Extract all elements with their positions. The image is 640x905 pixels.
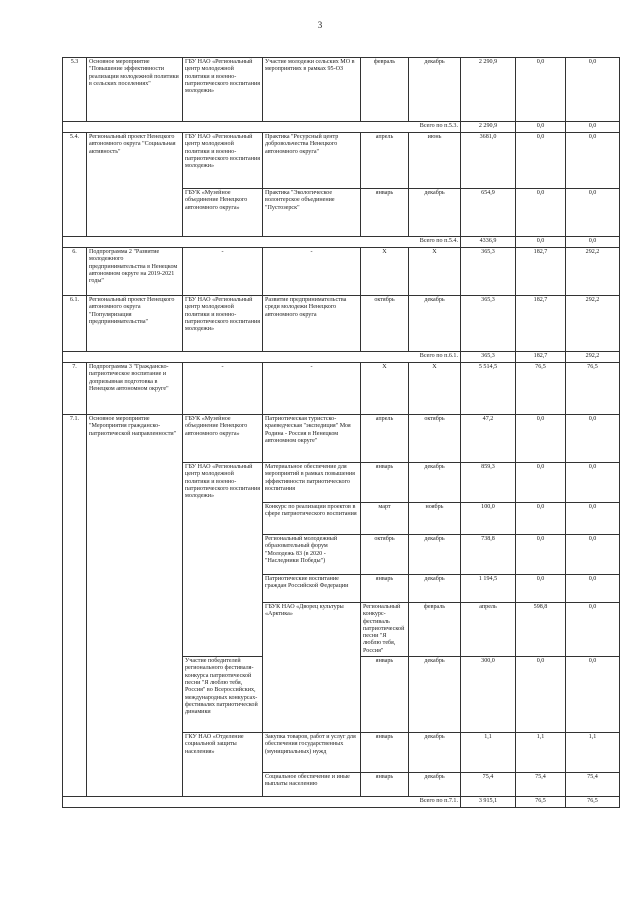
table-row: [63, 363, 620, 415]
executor-cell: -: [183, 363, 263, 415]
start-cell: январь: [361, 575, 409, 603]
value-cell: 75,4: [461, 773, 516, 797]
value-cell: 292,2: [566, 296, 620, 352]
end-cell: октябрь: [409, 415, 461, 463]
end-cell: декабрь: [409, 575, 461, 603]
total-label: Всего по п.6.1.: [63, 352, 461, 363]
value-cell: 1,1: [516, 733, 566, 773]
total-row: [63, 797, 620, 808]
start-cell: X: [361, 248, 409, 296]
value-cell: 0,0: [516, 415, 566, 463]
value-cell: 76,5: [566, 363, 620, 415]
value-cell: 2 290,9: [461, 122, 516, 133]
value-cell: 0,0: [516, 463, 566, 503]
value-cell: 0,0: [566, 133, 620, 189]
executor-cell: ГБУК НАО «Дворец культуры «Арктика»: [263, 603, 361, 733]
table-row: [63, 58, 620, 122]
value-cell: 182,7: [516, 352, 566, 363]
value-cell: 300,0: [461, 657, 516, 733]
value-cell: 365,3: [461, 296, 516, 352]
page-number: 3: [317, 20, 323, 30]
row-number: 6.1.: [63, 296, 87, 352]
executor-cell: ГБУ НАО «Региональный центр молодежной политики и военно-патриотического воспитания молодежи»: [183, 463, 263, 657]
table-row: [63, 296, 620, 352]
value-cell: 0,0: [516, 58, 566, 122]
value-cell: 365,3: [461, 352, 516, 363]
value-cell: 0,0: [566, 58, 620, 122]
event-cell: Региональный проект Ненецкого автономного округа "Популяризация предпринимательства": [87, 296, 183, 352]
end-cell: декабрь: [409, 535, 461, 575]
end-cell: апрель: [461, 603, 516, 657]
value-cell: 0,0: [516, 122, 566, 133]
value-cell: 0,0: [566, 189, 620, 237]
value-cell: 0,0: [516, 535, 566, 575]
executor-cell: ГБУК «Музейное объединение Ненецкого автономного округа»: [183, 189, 263, 237]
value-cell: 76,5: [516, 363, 566, 415]
value-cell: 3681,0: [461, 133, 516, 189]
total-row: [63, 122, 620, 133]
result-cell: Участие молодежи сельских МО в мероприятиях в рамках 95-ОЗ: [263, 58, 361, 122]
value-cell: 0,0: [566, 575, 620, 603]
value-cell: 76,5: [516, 797, 566, 808]
event-cell: Основное мероприятие "Мероприятия гражданско-патриотической направленности": [87, 415, 183, 797]
value-cell: 1,1: [461, 733, 516, 773]
end-cell: декабрь: [409, 189, 461, 237]
value-cell: 0,0: [516, 657, 566, 733]
executor-cell: ГБУ НАО «Региональный центр молодежной политики и военно-патриотического воспитания молодежи»: [183, 296, 263, 352]
value-cell: 0,0: [566, 657, 620, 733]
result-cell: Региональный конкурс-фестиваль патриотической песни "Я люблю тебя, Россия": [361, 603, 409, 657]
row-number: 7.: [63, 363, 87, 415]
value-cell: 5 514,5: [461, 363, 516, 415]
result-cell: Социальное обеспечение и иные выплаты населению: [263, 773, 361, 797]
value-cell: 182,7: [516, 248, 566, 296]
table-row: [63, 415, 620, 463]
value-cell: 365,3: [461, 248, 516, 296]
result-cell: Конкурс по реализации проектов в сфере патриотического воспитания: [263, 503, 361, 535]
value-cell: 0,0: [566, 415, 620, 463]
result-cell: Практика "Ресурсный центр добровольчества Ненецкого автономного округа": [263, 133, 361, 189]
value-cell: 0,0: [566, 237, 620, 248]
program-table: [62, 57, 620, 808]
value-cell: 0,0: [566, 463, 620, 503]
result-cell: -: [263, 363, 361, 415]
value-cell: 76,5: [566, 797, 620, 808]
value-cell: 0,0: [566, 603, 620, 657]
total-row: [63, 237, 620, 248]
end-cell: декабрь: [409, 773, 461, 797]
start-cell: апрель: [361, 415, 409, 463]
value-cell: 0,0: [566, 122, 620, 133]
value-cell: 100,0: [461, 503, 516, 535]
start-cell: X: [361, 363, 409, 415]
start-cell: февраль: [409, 603, 461, 657]
end-cell: декабрь: [409, 463, 461, 503]
end-cell: декабрь: [409, 733, 461, 773]
result-cell: -: [263, 248, 361, 296]
value-cell: 182,7: [516, 296, 566, 352]
value-cell: 0,0: [566, 503, 620, 535]
value-cell: 75,4: [566, 773, 620, 797]
total-label: Всего по п.5.4.: [63, 237, 461, 248]
event-cell: Основное мероприятие "Повышение эффективности реализации молодежной политики в сельских поселениях": [87, 58, 183, 122]
start-cell: март: [361, 503, 409, 535]
value-cell: 1 194,5: [461, 575, 516, 603]
value-cell: 292,2: [566, 248, 620, 296]
row-number: 5.3: [63, 58, 87, 122]
value-cell: 0,0: [516, 189, 566, 237]
table-row: [63, 133, 620, 189]
start-cell: октябрь: [361, 296, 409, 352]
value-cell: 292,2: [566, 352, 620, 363]
event-cell: Подпрограмма 2 "Развитие молодежного предпринимательства в Ненецком автономном округе на 2019-2021 годы": [87, 248, 183, 296]
start-cell: январь: [361, 773, 409, 797]
table-row: [63, 248, 620, 296]
event-cell: Подпрограмма 3 "Гражданско-патриотическое воспитание и допризывная подготовка в Ненецком автономном округе": [87, 363, 183, 415]
start-cell: февраль: [361, 58, 409, 122]
start-cell: январь: [361, 463, 409, 503]
value-cell: 654,9: [461, 189, 516, 237]
event-cell: Региональный проект Ненецкого автономного округа "Социальная активность": [87, 133, 183, 237]
value-cell: 0,0: [516, 503, 566, 535]
result-cell: Участие победителей регионального фестиваля-конкурса патриотической песни "Я люблю тебя, Россия" во Всероссийских, международных конкурсах-фестивалях патриотической динамики: [183, 657, 263, 733]
result-cell: Материальное обеспечение для мероприятий в рамках повышения эффективности патриотического воспитания: [263, 463, 361, 503]
result-cell: Практика "Экологическое волонтерское объединение "Пустозерск": [263, 189, 361, 237]
start-cell: октябрь: [361, 535, 409, 575]
end-cell: X: [409, 363, 461, 415]
end-cell: ноябрь: [409, 503, 461, 535]
start-cell: январь: [361, 657, 409, 733]
total-row: [63, 352, 620, 363]
end-cell: декабрь: [409, 296, 461, 352]
executor-cell: ГБУ НАО «Региональный центр молодежной политики и военно-патриотического воспитания молодежи»: [183, 133, 263, 189]
result-cell: Закупка товаров, работ и услуг для обеспечения государственных (муниципальных) нужд: [263, 733, 361, 773]
value-cell: 0,0: [516, 133, 566, 189]
result-cell: Патриотическая туристско-краеведческая "экспедиция" Моя Родина - Россия в Ненецком автономном округе": [263, 415, 361, 463]
row-number: 7.1.: [63, 415, 87, 797]
end-cell: X: [409, 248, 461, 296]
result-cell: Развитие предпринимательства среди молодежи Ненецкого автономного округа: [263, 296, 361, 352]
result-cell: Патриотические воспитание граждан Российской Федерации: [263, 575, 361, 603]
value-cell: 598,8: [516, 603, 566, 657]
start-cell: январь: [361, 733, 409, 773]
executor-cell: ГКУ НАО «Отделение социальной защиты населения»: [183, 733, 263, 797]
value-cell: 1,1: [566, 733, 620, 773]
value-cell: 75,4: [516, 773, 566, 797]
end-cell: декабрь: [409, 657, 461, 733]
value-cell: 0,0: [566, 535, 620, 575]
end-cell: декабрь: [409, 58, 461, 122]
executor-cell: ГБУК «Музейное объединение Ненецкого автономного округа»: [183, 415, 263, 463]
executor-cell: -: [183, 248, 263, 296]
value-cell: 4336,9: [461, 237, 516, 248]
row-number: 5.4.: [63, 133, 87, 237]
total-label: Всего по п.5.3.: [63, 122, 461, 133]
value-cell: 0,0: [516, 575, 566, 603]
result-cell: Региональный молодежный образовательный форум "Молодежь 83 (в 2020 - "Наследники Победы"): [263, 535, 361, 575]
total-label: Всего по п.7.1.: [63, 797, 461, 808]
value-cell: 47,2: [461, 415, 516, 463]
value-cell: 859,3: [461, 463, 516, 503]
start-cell: апрель: [361, 133, 409, 189]
value-cell: 738,8: [461, 535, 516, 575]
executor-cell: ГБУ НАО «Региональный центр молодежной политики и военно-патриотического воспитания молодежи»: [183, 58, 263, 122]
end-cell: июнь: [409, 133, 461, 189]
value-cell: 3 915,1: [461, 797, 516, 808]
row-number: 6.: [63, 248, 87, 296]
start-cell: январь: [361, 189, 409, 237]
value-cell: 2 290,9: [461, 58, 516, 122]
value-cell: 0,0: [516, 237, 566, 248]
